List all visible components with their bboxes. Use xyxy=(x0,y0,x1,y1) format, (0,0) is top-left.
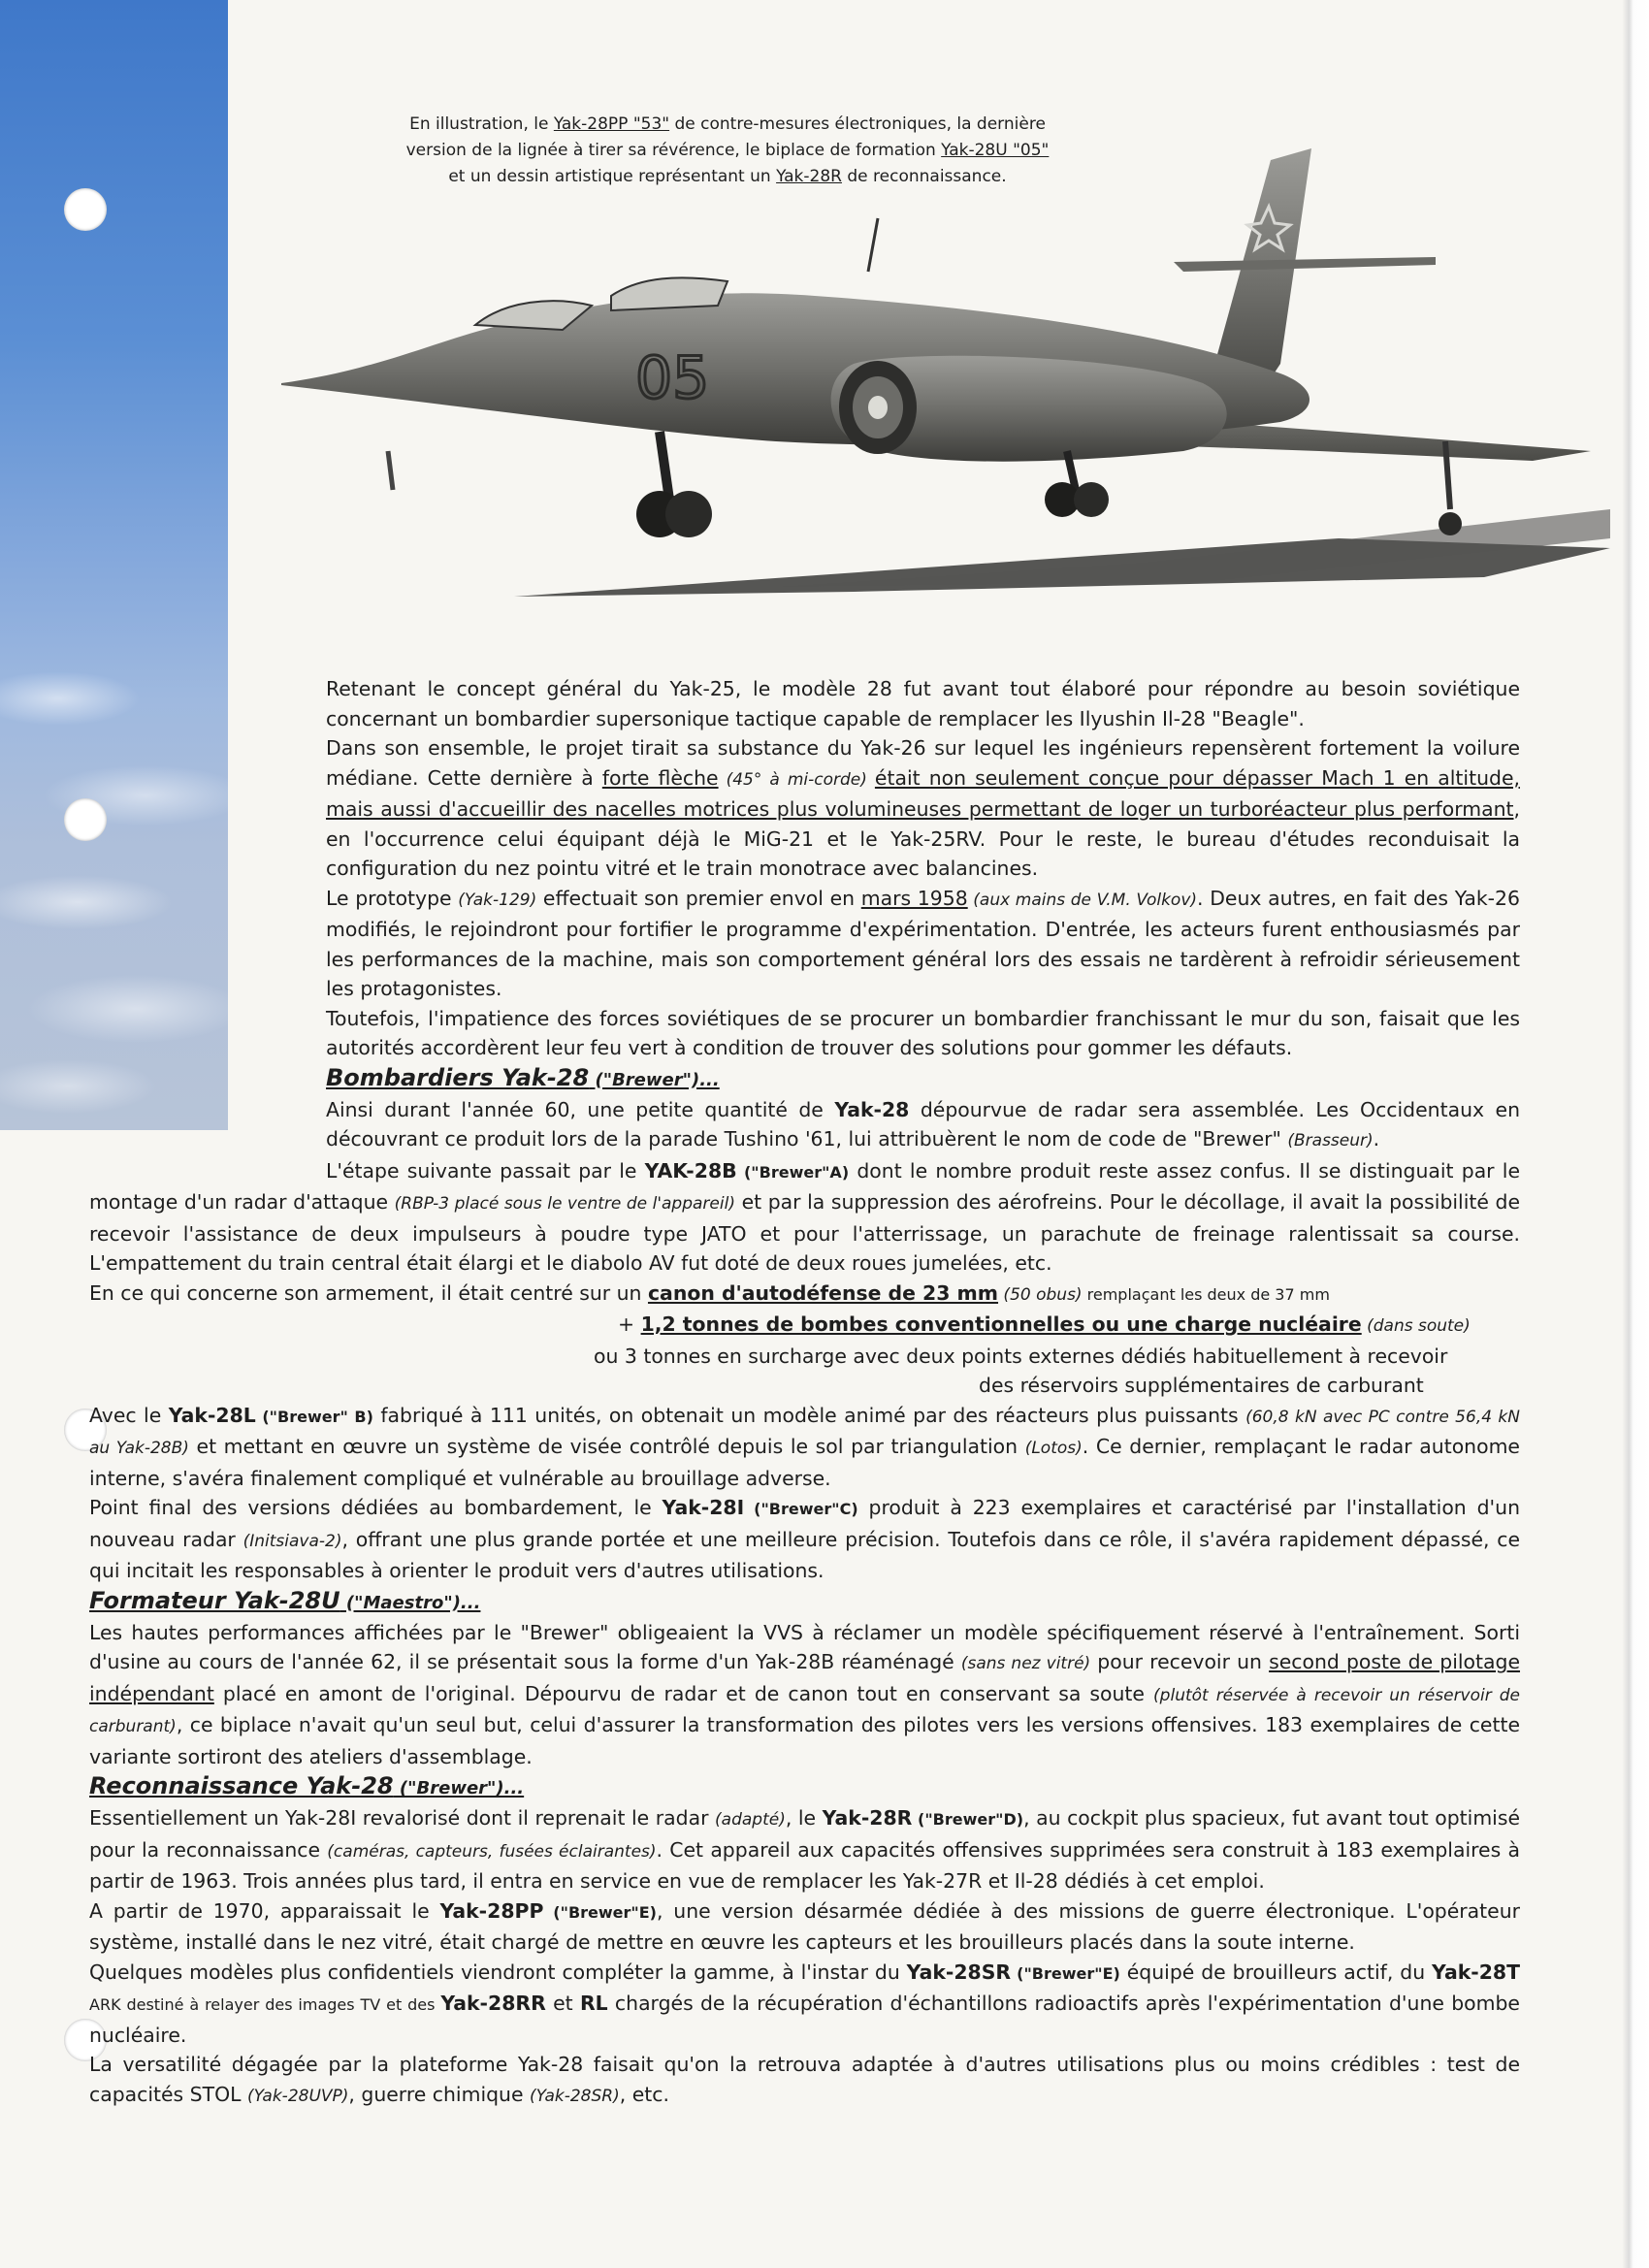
bombers-paragraph-1: Ainsi durant l'année 60, une petite quantité de Yak-28 dépourvue de radar sera assemblée. Les Occidentaux en découvrant ce produit lors de la parade Tushino '61, lui attribuèrent le nom de code de "Brewer" (Brasseur). xyxy=(326,1097,1520,1150)
recon-paragraph-4: La versatilité dégagée par la plateforme Yak-28 faisait qu'on la retrouva adaptée à d'autres utilisations plus ou moins crédibles : test de capacités STOL (Yak-28UVP), guerre chimique (Yak-28SR), etc. xyxy=(89,2053,1520,2106)
aircraft-photo xyxy=(272,131,1610,616)
intro-paragraph-3: Le prototype (Yak-129) effectuait son premier envol en mars 1958 (aux mains de V.M. Volkov). Deux autres, en fait des Yak-26 modifiés, le rejoindront pour fortifier le programme d'expérimentation. D'entrée, les acteurs furent enthousiasmés par les performances de la machine, mais son comportement général lors des essais ne tardèrent à refroidir sérieusement les protagonistes. xyxy=(326,886,1520,1000)
intro-paragraph-1: Retenant le concept général du Yak-25, le modèle 28 fut avant tout élaboré pour répondre au besoin soviétique concernant un bombardier supersonique tactique capable de remplacer les Ilyushin Il-28 "Beagle". xyxy=(326,677,1520,730)
armament-line-2: + 1,2 tonnes de bombes conventionnelles ou une charge nucléaire (dans soute) xyxy=(618,1312,1471,1336)
page-edge xyxy=(1604,0,1649,2268)
section-title-trainer: Formateur Yak-28U ("Maestro")... xyxy=(89,1586,481,1614)
section-title-bombers: Bombardiers Yak-28 ("Brewer")... xyxy=(326,1063,720,1091)
armament-line-3: ou 3 tonnes en surcharge avec deux points externes dédiés habituellement à recevoir xyxy=(594,1344,1448,1368)
trainer-paragraph-1: Les hautes performances affichées par le "Brewer" obligeaient la VVS à réclamer un modèle spécifiquement réservé à l'entraînement. Sorti d'usine au cours de l'année 62, il se présentait sous la forme d'un Yak-28B réaménagé (sans nez vitré) pour recevoir un second poste de pilotage indépendant placé en amont de l'original. Dépourvu de radar et de canon tout en conservant sa soute (plutôt réservée à recevoir un réservoir de carburant), ce biplace n'avait qu'un seul but, celui d'assurer la transformation des pilotes vers les versions offensives. 183 exemplaires de cette variante sortiront des ateliers d'assemblage. xyxy=(89,1620,1521,1768)
intro-paragraph-4: Toutefois, l'impatience des forces soviétiques de se procurer un bombardier franchissant le mur du son, faisait que les autorités accordèrent leur feu vert à condition de trouver des solutions pour gommer les défauts. xyxy=(326,1006,1520,1059)
bombers-paragraph-2: L'étape suivante passait par le YAK-28B ("Brewer"A) dont le nombre produit reste assez confus. Il se distinguait par le montage d'un radar d'attaque (RBP-3 placé sous le ventre de l'appareil) et par la suppression des aérofreins. Pour le décollage, il avait la possibilité de recevoir l'assistance de deux impulseurs à poudre type JATO et pour l'atterrissage, un parachute de freinage ralentissait sa course. L'empattement du train central était élargi et le diabolo AV fut doté de deux roues jumelées, etc. xyxy=(89,1158,1521,1275)
armament-line-1: En ce qui concerne son armement, il était centré sur un canon d'autodéfense de 23 mm (50 obus) remplaçant les deux de 37 mm xyxy=(89,1280,1330,1305)
fuselage-number: 05 xyxy=(635,344,710,412)
armament-line-4: des réservoirs supplémentaires de carburant xyxy=(979,1374,1424,1397)
photo-caption: En illustration, le Yak-28PP "53" de contre-mesures électroniques, la dernière version de la lignée à tirer sa révérence, le biplace de formation Yak-28U "05" et un dessin artistique représentant un Yak-28R de reconnaissance. xyxy=(405,114,1050,186)
recon-paragraph-2: A partir de 1970, apparaissait le Yak-28PP ("Brewer"E), une version désarmée dédiée à des missions de guerre électronique. L'opérateur système, installé dans le nez vitré, était chargé de mettre en œuvre les capteurs et les brouilleurs placés dans la soute interne. xyxy=(89,1898,1521,1954)
article-body xyxy=(89,674,1520,2111)
intro-paragraph-2: Dans son ensemble, le projet tirait sa substance du Yak-26 sur lequel les ingénieurs repensèrent fortement la voilure médiane. Cette dernière à forte flèche (45° à mi-corde) était non seulement conçue pour dépasser Mach 1 en altitude, mais aussi d'accueillir des nacelles motrices plus volumineuses permettant de loger un turboréacteur plus performant, en l'occurrence celui équipant déjà le MiG-21 et le Yak-25RV. Pour le reste, le bureau d'études reconduisait la configuration du nez pointu vitré et le train monotrace avec balancines. xyxy=(326,736,1520,880)
caption-link-yak28u: Yak-28U "05" xyxy=(941,141,1050,160)
bombers-paragraph-4: Point final des versions dédiées au bombardement, le Yak-28I ("Brewer"C) produit à 223 exemplaires et caractérisé par l'installation d'un nouveau radar (Initsiava-2), offrant une plus grande portée et une meilleure précision. Toutefois dans ce rôle, il s'avéra rapidement dépassé, ce qui incitait les responsables à orienter le produit vers d'autres utilisations. xyxy=(89,1496,1521,1582)
recon-paragraph-1: Essentiellement un Yak-28I revalorisé dont il reprenait le radar (adapté), le Yak-28R ("Brewer"D), au cockpit plus spacieux, fut avant tout optimisé pour la reconnaissance (caméras, capteurs, fusées éclairantes). Cet appareil aux capacités offensives supprimées sera construit à 183 exemplaires à partir de 1963. Trois années plus tard, il entra en service en vue de remplacer les Yak-27R et Il-28 dédiés à cet emploi. xyxy=(89,1806,1521,1893)
punch-hole xyxy=(64,188,107,231)
bombers-paragraph-3: Avec le Yak-28L ("Brewer" B) fabriqué à 111 unités, on obtenait un modèle animé par des réacteurs plus puissants (60,8 kN avec PC contre 56,4 kN au Yak-28B) et mettant en œuvre un système de visée contrôlé depuis le sol par triangulation (Lotos). Ce dernier, remplaçant le radar autonome interne, s'avéra finalement compliqué et vulnérable au brouillage adverse. xyxy=(89,1403,1520,1490)
caption-link-yak28r: Yak-28R xyxy=(776,167,842,186)
caption-link-yak28pp: Yak-28PP "53" xyxy=(553,114,670,134)
recon-paragraph-3: Quelques modèles plus confidentiels viendront compléter la gamme, à l'instar du Yak-28SR ("Brewer"E) équipé de brouilleurs actif, du Yak-28T ARK destiné à relayer des images TV et des Yak-28RR et RL chargés de la récupération d'échantillons radioactifs après l'expérimentation d'une bombe nucléaire. xyxy=(89,1960,1521,2047)
section-title-recon: Reconnaissance Yak-28 ("Brewer")... xyxy=(89,1772,525,1799)
